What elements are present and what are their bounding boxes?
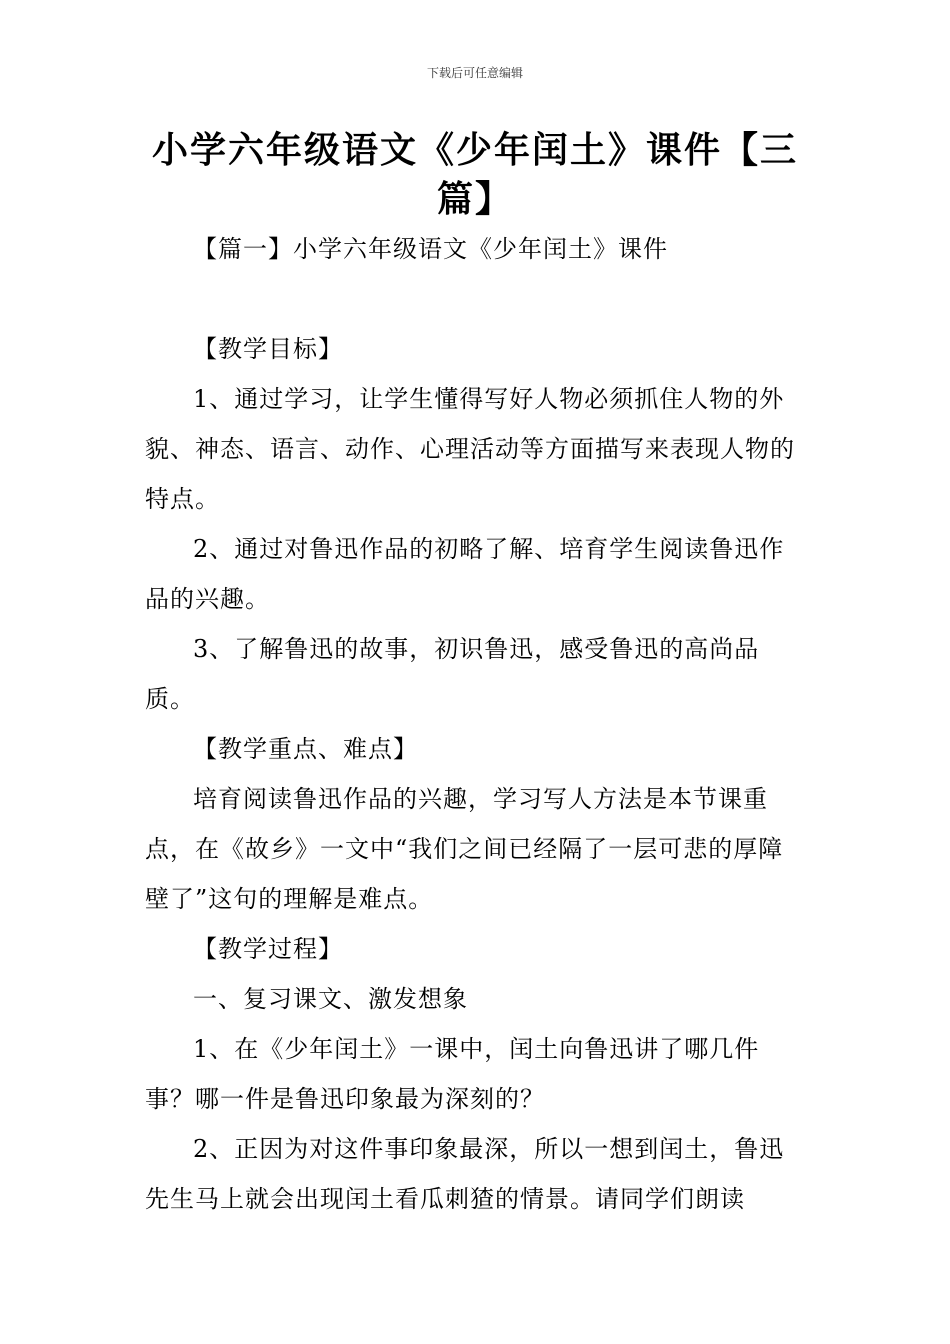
section-heading-objectives: 【教学目标】 bbox=[193, 335, 343, 363]
blank-line bbox=[145, 274, 807, 324]
document-body bbox=[145, 224, 807, 1224]
objective-item-1: 1、通过学习，让学生懂得写好人物必须抓住人物的外貌、神态、语言、动作、心理活动等方面描写来表现人物的特点。 bbox=[145, 385, 795, 513]
objective-item-2: 2、通过对鲁迅作品的初略了解、培育学生阅读鲁迅作品的兴趣。 bbox=[145, 535, 785, 613]
page-header-note: 下载后可任意编辑 bbox=[426, 66, 523, 80]
objective-item-3: 3、了解鲁迅的故事，初识鲁迅，感受鲁迅的高尚品质。 bbox=[145, 635, 760, 713]
key-points-paragraph: 培育阅读鲁迅作品的兴趣，学习写人方法是本节课重点，在《故乡》一文中“我们之间已经隔了一层可悲的厚障壁了”这句的理解是难点。 bbox=[145, 785, 784, 913]
section-heading-key-points: 【教学重点、难点】 bbox=[193, 735, 418, 763]
process-step-heading: 一、复习课文、激发想象 bbox=[193, 985, 468, 1013]
process-item-2: 2、正因为对这件事印象最深，所以一想到闰土，鲁迅先生马上就会出现闰土看瓜刺猹的情景。请同学们朗读 bbox=[145, 1135, 785, 1213]
section-heading-process: 【教学过程】 bbox=[193, 935, 343, 963]
section-subtitle: 【篇一】小学六年级语文《少年闰土》课件 bbox=[193, 235, 668, 263]
process-item-1: 1、在《少年闰土》一课中，闰土向鲁迅讲了哪几件事？哪一件是鲁迅印象最为深刻的？ bbox=[145, 1035, 760, 1113]
document-title: 小学六年级语文《少年闰土》课件【三篇】 bbox=[151, 130, 798, 220]
